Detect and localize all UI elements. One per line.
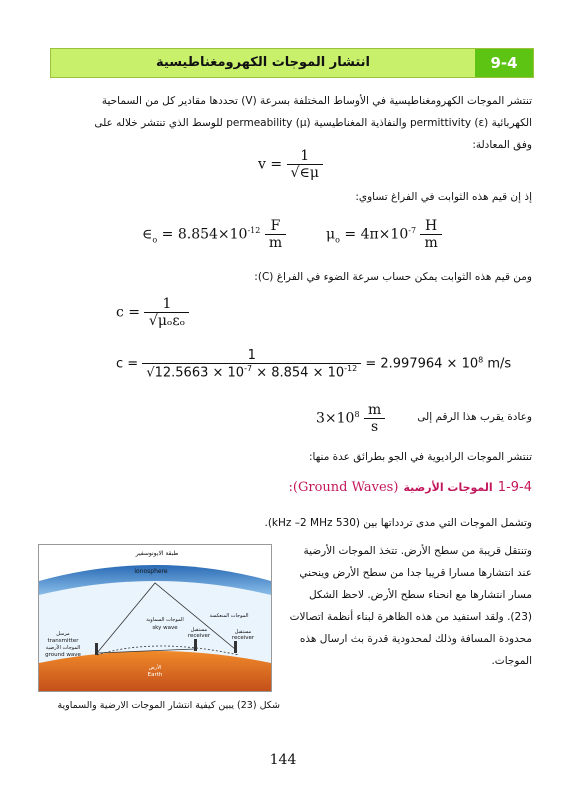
eps-symbol: ∈ xyxy=(142,226,153,243)
eps-exp: -12 xyxy=(247,225,261,235)
subsection-heading xyxy=(270,476,532,495)
eps-value: = 8.854×10 xyxy=(161,226,248,243)
equation-velocity xyxy=(258,148,323,181)
propagation-figure xyxy=(38,544,272,692)
mu-sub: o xyxy=(335,235,340,245)
ground-para-line: عند انتشارها مسارا قريبا جدا من سطح الأرض وينحني xyxy=(299,567,532,579)
eps-sub: o xyxy=(152,235,158,245)
subsection-title-ar: الموجات الأرضية xyxy=(403,481,493,494)
intro-line-2: الكهربائية (ε) permittivity والنفاذية المغناطيسية (μ) permeability للوسط الذي تنتشر خلاله على xyxy=(94,117,532,129)
label-earth-ar: الأرض xyxy=(148,665,162,671)
equation-c-numeric: c = $\frac{1}{√12.5663 \times 10^{-7} \times 8.854 \times 10^{-12}}$ = $2.997964 \times 10^8$ m/s xyxy=(116,348,512,381)
eq-velocity-num: 1 xyxy=(287,148,323,165)
ground-para-line: محدودة المسافة وذلك لمحدودية قدرة بث ارسال هذه xyxy=(299,633,532,645)
approx-value xyxy=(316,402,385,435)
ground-para-line: (23). ولقد استفيد من هذه الظاهرة لبناء أنظمة اتصالات xyxy=(289,611,532,623)
label-ground-wave-en: ground wave xyxy=(45,652,81,658)
c2-den-a: √12.5663 × 10 xyxy=(146,365,245,381)
ground-para-line: الموجات. xyxy=(491,655,532,667)
intro-line-3: وفق المعادلة: xyxy=(472,139,532,151)
c2-result-exp: 8 xyxy=(478,355,484,365)
ground-para-line: مسار انتشارها مع انحناء سطح الأرض. لاحظ الشكل xyxy=(308,589,532,601)
label-ionosphere-ar: طبقة الايونوسفير xyxy=(135,550,179,557)
ground-wave-paragraph xyxy=(282,540,532,672)
figure-caption: شكل (23) يبين كيفية انتشار الموجات الارضية والسماوية xyxy=(57,700,280,711)
label-sky-wave-ar: الموجات السماوية xyxy=(146,617,184,623)
approx-unit-den: s xyxy=(371,419,379,435)
subsection-number: 1-9-4 xyxy=(497,480,532,495)
equation-c-symbolic xyxy=(116,296,189,329)
c2-unit-den: s xyxy=(504,356,512,372)
c2-unit-num: m xyxy=(487,356,501,372)
eps-unit-den: m xyxy=(268,235,283,251)
section-header xyxy=(50,48,534,78)
label-ground-wave-ar: الموجات الأرضية xyxy=(45,645,81,651)
propagation-diagram xyxy=(39,545,271,691)
approx-text: وعادة يقرب هذا الرقم إلى xyxy=(417,411,532,423)
ground-para-line: وتنتقل قريبة من سطح الأرض. تتخذ الموجات الأرضية xyxy=(303,545,532,557)
c2-num: 1 xyxy=(142,348,361,364)
equation-permeability xyxy=(326,218,442,251)
frequency-line: وتشمل الموجات التي مدى تردداتها بين (530 kHz –2 MHz). xyxy=(264,517,532,529)
intro-line-1: تنتشر الموجات الكهرومغناطيسية في الأوساط المختلفة بسرعة (V) تحددها مقادير كل من السماحية xyxy=(101,95,532,107)
receiver-antenna-2 xyxy=(234,641,237,653)
speed-intro: ومن قيم هذه الثوابت يمكن حساب سرعة الضوء في الفراغ (C): xyxy=(254,271,532,283)
mu-exp: -7 xyxy=(408,225,417,235)
mu-unit-num: H xyxy=(420,218,441,235)
label-receiver-1-en: receiver xyxy=(187,633,211,639)
mu-symbol: μ xyxy=(326,226,336,243)
label-receiver-1-ar: مستقبل xyxy=(190,627,208,633)
mu-value: = 4π×10 xyxy=(344,226,409,243)
transmitter-antenna xyxy=(95,643,98,655)
section-number: 9-4 xyxy=(490,54,518,72)
c2-den-b-exp: -12 xyxy=(344,364,358,373)
c2-den-b: × 8.854 × 10 xyxy=(252,365,345,381)
label-sky-wave-en: sky wave xyxy=(152,625,178,631)
c2-den-a-exp: -7 xyxy=(244,364,253,373)
subsection-title-en: (Ground Waves): xyxy=(288,480,399,495)
eps-unit-num: F xyxy=(265,218,286,235)
approx-exp: 8 xyxy=(354,409,360,419)
receiver-antenna-1 xyxy=(194,639,197,651)
c1-den: √μₒεₒ xyxy=(148,313,185,329)
c2-result: = 2.997964 × 10 xyxy=(365,356,479,372)
label-receiver-2-ar: مستقبل xyxy=(234,629,252,635)
eq-velocity-den: √∈μ xyxy=(290,165,319,181)
label-ionosphere-en: ionosphere xyxy=(134,568,168,575)
c1-num: 1 xyxy=(144,296,189,313)
radio-intro: تنتشر الموجات الراديوية في الجو بطرائق عدة منها: xyxy=(308,451,532,463)
section-title: انتشار الموجات الكهرومغناطيسية xyxy=(156,55,370,70)
equation-permittivity xyxy=(142,218,286,251)
label-earth-en: Earth xyxy=(147,672,163,678)
mu-unit-den: m xyxy=(424,235,438,251)
page-number: 144 xyxy=(269,752,297,768)
eq-velocity-lhs: v = xyxy=(258,156,283,173)
label-transmitter-ar: مرسل xyxy=(56,631,70,637)
c2-lhs: c = xyxy=(116,356,139,372)
approx-number: 3×10 xyxy=(316,410,355,427)
label-transmitter-en: transmitter xyxy=(47,638,79,644)
approx-unit-num: m xyxy=(364,402,385,419)
label-reflected-ar: الموجات المنعكسة xyxy=(209,613,249,619)
label-receiver-2-en: receiver xyxy=(231,635,255,641)
constants-intro: إذ إن قيم هذه الثوابت في الفراغ تساوي: xyxy=(355,191,532,203)
c1-lhs: c = xyxy=(116,304,141,321)
